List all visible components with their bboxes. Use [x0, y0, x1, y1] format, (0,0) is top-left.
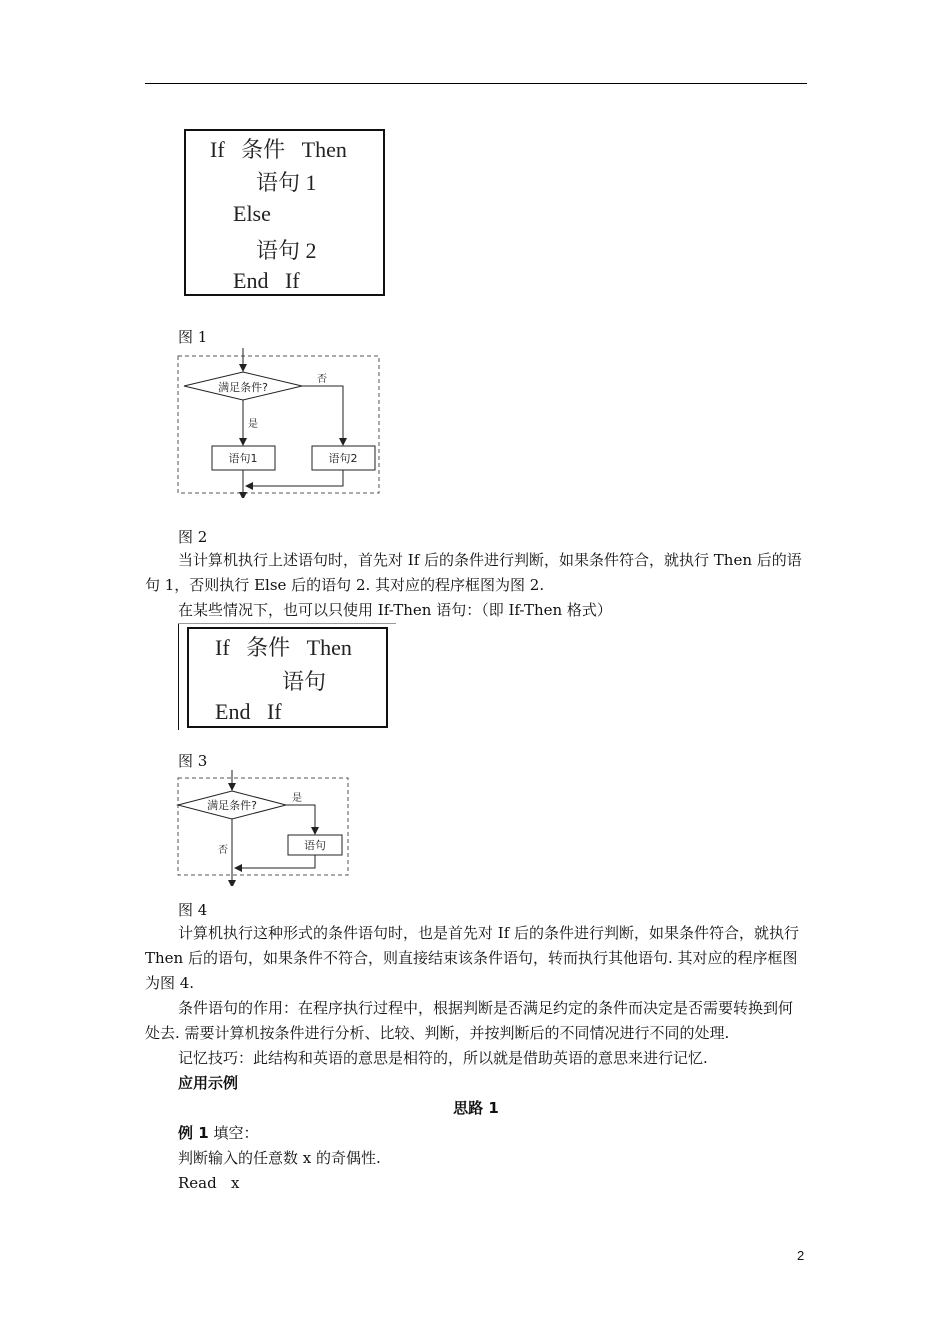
- figure2-no-label: 否: [317, 374, 327, 385]
- subtitle: 思路 1: [453, 1099, 499, 1117]
- figure3-line-2: 语句: [282, 669, 327, 694]
- figure1-line-5: End If: [233, 268, 300, 293]
- figure2-decision-text: 满足条件?: [218, 381, 268, 394]
- figure3-left-rule: [178, 623, 179, 730]
- figure4-yes-label: 是: [292, 793, 302, 804]
- figure4-flowchart: [176, 770, 352, 886]
- figure1-line-4: 语句 2: [256, 238, 317, 263]
- header-rule: [145, 83, 807, 84]
- figure3-code-box: [187, 627, 388, 728]
- figure1-caption: 图 1: [178, 328, 208, 346]
- paragraph-1: 当计算机执行上述语句时，首先对 If 后的条件进行判断，如果条件符合，就执行 Then 后的语句 1，否则执行 Else 后的语句 2. 其对应的程序框图为图 2.: [145, 551, 802, 594]
- code-read-line: Read x: [178, 1174, 240, 1192]
- figure4-stmt-text: 语句: [304, 839, 326, 852]
- section-title: 应用示例: [178, 1074, 239, 1092]
- paragraph-2: 在某些情况下，也可以只使用 If-Then 语句：（即 If-Then 格式）: [178, 601, 612, 619]
- example-text: 填空：: [213, 1124, 259, 1142]
- figure2-stmt1-text: 语句1: [228, 452, 258, 465]
- example-1-line: [145, 1121, 807, 1146]
- figure1-line-1: If 条件 Then: [210, 137, 347, 162]
- figure2-caption: 图 2: [178, 528, 208, 546]
- figure3-top-rule: [178, 623, 396, 624]
- figure3-caption: 图 3: [178, 752, 208, 770]
- paragraph-3: 计算机执行这种形式的条件语句时，也是首先对 If 后的条件进行判断，如果条件符合，就执行 Then 后的语句，如果条件不符合，则直接结束该条件语句，转而执行其他语句. 其对应的程序框图为图 4.: [145, 924, 800, 992]
- figure2-flowchart: [176, 348, 382, 498]
- example-label: 例 1: [178, 1124, 209, 1142]
- paragraph-block-1: [145, 548, 807, 623]
- figure2-yes-label: 是: [248, 419, 258, 430]
- figure4-caption: 图 4: [178, 901, 208, 919]
- figure1-code-box: [184, 129, 385, 296]
- figure2-stmt2-text: 语句2: [328, 452, 358, 465]
- figure4-no-label: 否: [218, 845, 228, 856]
- figure3-line-1: If 条件 Then: [215, 635, 352, 660]
- figure1-line-3: Else: [233, 201, 271, 226]
- figure2-dashed-frame: [178, 356, 379, 493]
- paragraph-block-2: [145, 921, 807, 1196]
- paragraph-5: 记忆技巧：此结构和英语的意思是相符的，所以就是借助英语的意思来进行记忆.: [178, 1049, 708, 1067]
- figure4-dashed-frame: [178, 778, 348, 875]
- figure4-decision-text: 满足条件?: [207, 799, 257, 812]
- figure1-line-2: 语句 1: [256, 170, 317, 195]
- odd-even-line: 判断输入的任意数 x 的奇偶性.: [178, 1149, 381, 1167]
- paragraph-4: 条件语句的作用：在程序执行过程中，根据判断是否满足约定的条件而决定是否需要转换到何处去. 需要计算机按条件进行分析、比较、判断，并按判断后的不同情况进行不同的处理.: [145, 999, 794, 1042]
- figure3-line-3: End If: [215, 699, 282, 724]
- page-number: 2: [797, 1248, 805, 1263]
